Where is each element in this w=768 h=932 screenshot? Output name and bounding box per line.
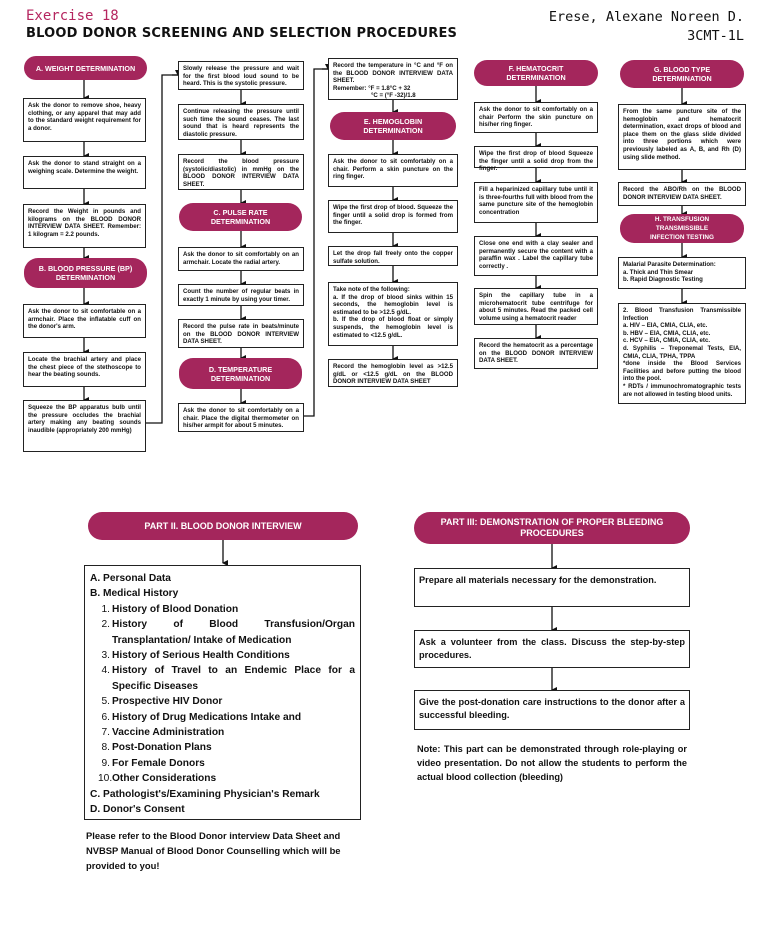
- temp-title-pill: [179, 358, 302, 389]
- list-item: 9. For Female Donors: [101, 757, 205, 769]
- hct-step-5: Spin the capillary tube in a microhematocrit tube centrifuge for about 5 minutes. Read the packed cell volume using a hematocrit reader: [474, 288, 598, 325]
- donor-consent: D. Donor's Consent: [90, 804, 185, 816]
- page-title: BLOOD DONOR SCREENING AND SELECTION PROCEDURES: [26, 26, 458, 41]
- hct-step-1: Ask the donor to sit comfortably on a chair Perform the skin puncture on his/her ring finger.: [474, 102, 598, 133]
- temp-record-line1: Record the temperature in °C and °F on the BLOOD DONOR INTERVIEW DATA SHEET.: [333, 62, 453, 85]
- bp-title-line1: B. BLOOD PRESSURE (BP): [38, 264, 133, 273]
- malaria-line2: a. Thick and Thin Smear: [623, 268, 694, 276]
- tti-line: b. HBV – EIA, CMIA, CLIA, etc.: [623, 329, 711, 337]
- hct-step-4: Close one end with a clay sealer and permanently secure the content with a paraffin wax . Label the capillary tube correctly .: [474, 236, 598, 276]
- pulse-step-2: Count the number of regular beats in exactly 1 minute by using your timer.: [178, 284, 304, 306]
- hb-title-pill: [330, 112, 456, 140]
- part3-title-line2: PROCEDURES: [520, 528, 584, 538]
- malaria-line1: Malarial Parasite Determination:: [623, 261, 716, 268]
- bp-step-1: Ask the donor to sit comfortable on a armchair. Place the inflatable cuff on the donor's arm.: [23, 304, 146, 338]
- tti-title-line2: INFECTION TESTING: [650, 234, 714, 241]
- list-item: 4. History of Travel to an Endemic Place for a Specific Diseases: [101, 665, 355, 692]
- bp-step-4: Slowly release the pressure and wait for the first blood loud sound to be heard. This is the systolic pressure.: [178, 61, 304, 90]
- temp-title-line1: D. TEMPERATURE: [208, 364, 273, 374]
- bp-title-line2: DETERMINATION: [55, 273, 116, 282]
- list-item: 2. History of Blood Transfusion/Organ Transplantation/ Intake of Medication: [101, 619, 355, 646]
- hct-step-6: Record the hematocrit as a percentage on the BLOOD DONOR INTERVIEW DATA SHEET.: [474, 338, 598, 369]
- hb-step-1: Ask the donor to sit comfortably on a chair. Perform a skin puncture on the ring finger.: [328, 154, 458, 187]
- list-item: 5. Prospective HIV Donor: [101, 696, 223, 708]
- hb-note-line3: b. If the drop of blood float or simply suspends, the hemoglobin level is estimated to <12.5 g/dL.: [333, 316, 453, 339]
- part3-title-line1: PART III: DEMONSTRATION OF PROPER BLEEDING: [440, 517, 664, 527]
- weight-step-3: Record the Weight in pounds and kilograms on the BLOOD DONOR INTERVIEW DATA SHEET. Remember: 1 kilogram = 2.2 pounds.: [23, 204, 146, 248]
- pulse-step-3: Record the pulse rate in beats/minute on the BLOOD DONOR INTERVIEW DATA SHEET.: [178, 319, 304, 348]
- list-item: 7. Vaccine Administration: [101, 727, 225, 739]
- malaria-box: [618, 257, 746, 289]
- tti-line: * RDTs / immunochromatographic tests are not allowed in testing blood units.: [623, 382, 741, 398]
- hb-step-2: Wipe the first drop of blood. Squeeze the finger until a solid drop is formed from the finger.: [328, 200, 458, 233]
- pulse-step-1: Ask the donor to sit comfortably on an armchair. Locate the radial artery.: [178, 247, 304, 271]
- tti-line: d. Syphilis – Treponemal Tests, EIA, CMIA, CLIA, TPHA, TPPA: [623, 344, 741, 360]
- part3-title-pill: [414, 512, 690, 544]
- refer-note: Please refer to the Blood Donor interview Data Sheet and NVBSP Manual of Blood Donor Counselling which will be provided to you!: [86, 830, 341, 871]
- bt-title-line2: DETERMINATION: [652, 74, 712, 83]
- bt-step-1: From the same puncture site of the hemoglobin and hematocrit determination, exact drops of blood and place them on the glass slide divided into three portions which were previously labeled as A, B, and Rh (D) using slide method.: [618, 104, 746, 170]
- medical-history: B. Medical History: [90, 588, 179, 600]
- hb-note-line1: Take note of the following:: [333, 286, 410, 293]
- hb-title-line2: DETERMINATION: [363, 126, 423, 135]
- personal-data: A. Personal Data: [90, 573, 171, 584]
- temp-record-line2: Remember: °F = 1.8°C + 32: [333, 84, 411, 92]
- temp-record-line3: °C = (°F -32)/1.8: [371, 92, 416, 100]
- bt-step-2: Record the ABO/Rh on the BLOOD DONOR INTERVIEW DATA SHEET.: [618, 182, 746, 206]
- author-section: 3CMT-1L: [687, 28, 744, 44]
- bp-step-5: Continue releasing the pressure until such time the sound ceases. The last sound that is heard represents the diastolic pressure.: [178, 104, 304, 140]
- hct-step-2: Wipe the first drop of blood Squeeze the finger until a solid drop from the finger.: [474, 146, 598, 168]
- list-item: 10. Other Considerations: [98, 773, 217, 785]
- bp-step-2: Locate the brachial artery and place the chest piece of the stethoscope to hear the beating sounds.: [23, 352, 146, 387]
- weight-step-2: Ask the donor to stand straight on a weighing scale. Determine the weight.: [23, 156, 146, 189]
- part2-title-pill: PART II. BLOOD DONOR INTERVIEW: [88, 512, 358, 540]
- tti-box: [618, 303, 746, 404]
- list-item: 1. History of Blood Donation: [101, 603, 239, 615]
- tti-line: 2. Blood Transfusion Transmissible Infection: [623, 307, 741, 322]
- temp-title-line2: DETERMINATION: [210, 373, 271, 383]
- pulse-title-pill: C. PULSE RATE DETERMINATION: [179, 203, 302, 231]
- hct-title-line2: DETERMINATION: [506, 73, 566, 82]
- bp-step-3: Squeeze the BP apparatus bulb until the pressure occludes the brachial artery making any beating sounds inaudible (appropriately 200 mmHg): [23, 400, 146, 452]
- tti-line: a. HIV – EIA, CMIA, CLIA, etc.: [623, 322, 708, 330]
- bp-step-6: Record the blood pressure (systolic/diastolic) in mmHg on the BLOOD DONOR INTERVIEW DATA SHEET.: [178, 154, 304, 190]
- bleeding-step-3: Give the post-donation care instructions to the donor after a successful bleeding.: [414, 690, 690, 730]
- weight-title-pill: A. WEIGHT DETERMINATION: [24, 56, 147, 80]
- tti-title-line1: H. TRANSFUSION TRANSMISSIBLE: [654, 216, 710, 232]
- list-item: 6. History of Drug Medications Intake and: [101, 711, 302, 723]
- tti-title-pill: [620, 214, 744, 243]
- temp-record-box: [328, 58, 458, 100]
- bleeding-step-1: Prepare all materials necessary for the demonstration.: [414, 568, 690, 607]
- hb-title-line1: E. HEMOGLOBIN: [363, 117, 423, 126]
- hct-title-line1: F. HEMATOCRIT: [508, 64, 564, 73]
- author-name: Erese, Alexane Noreen D.: [548, 9, 744, 25]
- bleeding-step-2: Ask a volunteer from the class. Discuss the step-by-step procedures.: [414, 630, 690, 668]
- hb-note-box: [328, 282, 458, 346]
- tti-line: c. HCV – EIA, CMIA, CLIA, etc.: [623, 337, 711, 345]
- hct-step-3: Fill a heparinized capillary tube until it is three-fourths full with blood from the same puncture site of the hemoglobin concentration: [474, 182, 598, 223]
- bp-title-pill: [24, 258, 147, 288]
- hb-note-line2: a. If the drop of blood sinks within 15 seconds, the hemoglobin level is estimated to be >12.5 g/dL.: [333, 293, 453, 316]
- bt-title-pill: [620, 60, 744, 88]
- part3-note: Note: This part can be demonstrated through role-playing or video presentation. Do not allow the students to perform the actual blood collection (bleeding): [417, 744, 687, 783]
- tti-line: *done inside the Blood Services Facilities and before putting the blood into the pool.: [623, 360, 741, 383]
- hb-record: Record the hemoglobin level as >12.5 g/dL or <12.5 g/dL on the BLOOD DONOR INTERVIEW DATA SHEET: [328, 359, 458, 387]
- weight-step-1: Ask the donor to remove shoe, heavy clothing, or any apparel that may add to the standard weight requirement for a donor.: [23, 98, 146, 142]
- list-item: 3. History of Serious Health Conditions: [101, 650, 290, 662]
- interview-list-box: [84, 565, 361, 820]
- physician-remark: C. Pathologist's/Examining Physician's Remark: [90, 788, 320, 800]
- bt-title-line1: G. BLOOD TYPE: [653, 65, 711, 74]
- hb-step-3: Let the drop fall freely onto the copper sulfate solution.: [328, 246, 458, 266]
- temp-step-1: Ask the donor to sit comfortably on a chair. Place the digital thermometer on his/her armpit for about 5 minutes.: [178, 403, 304, 432]
- exercise-label: Exercise 18: [26, 8, 119, 24]
- hct-title-pill: [474, 60, 598, 86]
- list-item: 8. Post-Donation Plans: [101, 742, 212, 754]
- malaria-line3: b. Rapid Diagnostic Testing: [623, 276, 703, 284]
